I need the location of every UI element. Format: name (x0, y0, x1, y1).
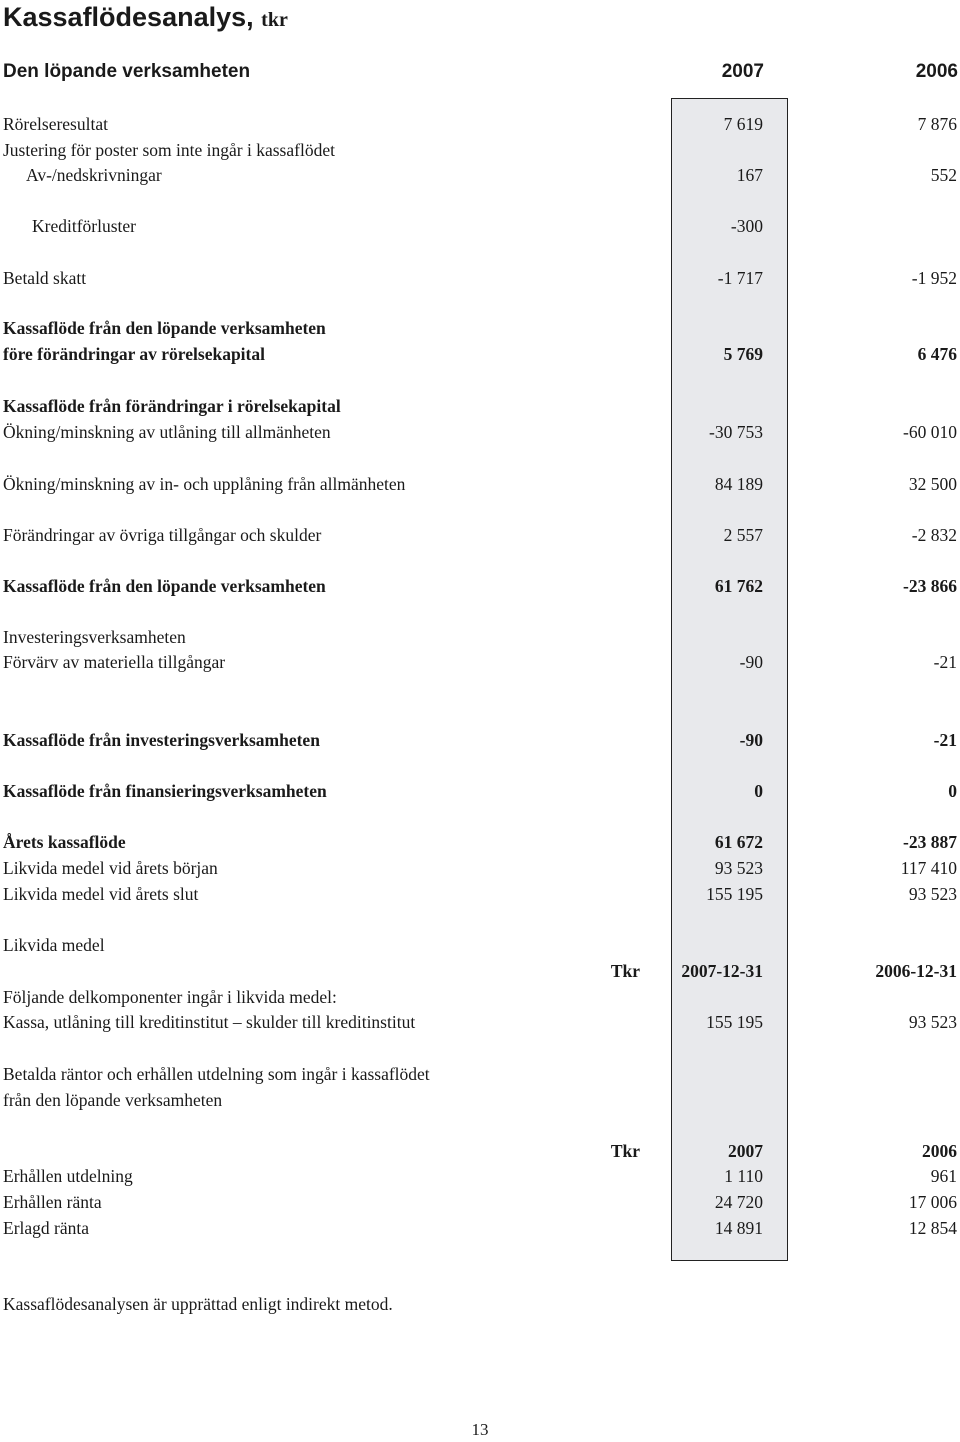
value-2006: 12 854 (908, 1218, 957, 1238)
value-2007: 155 195 (706, 1012, 763, 1032)
value-2006: 17 006 (908, 1192, 957, 1212)
value-2006: 552 (930, 165, 957, 185)
row-label: Erlagd ränta (3, 1218, 89, 1238)
page-title (3, 0, 288, 37)
row-label: Kassaflöde från finansieringsverksamheten (3, 781, 327, 801)
table-row (0, 1010, 960, 1035)
column-header-2006: 2006 (915, 61, 958, 82)
row-label: Följande delkomponenter ingår i likvida medel: (3, 987, 337, 1007)
table-row (0, 316, 960, 341)
value-2007: 0 (754, 781, 763, 801)
column-header-2007: 2007 (721, 61, 764, 82)
value-2006: 0 (948, 781, 957, 801)
value-2006: 6 476 (917, 344, 957, 364)
table-row (0, 830, 960, 855)
value-2007: 155 195 (706, 884, 763, 904)
row-label: Ökning/minskning av utlåning till allmänheten (3, 422, 331, 442)
value-2006: -2 832 (911, 525, 957, 545)
table-row (0, 420, 960, 445)
table-row (0, 472, 960, 497)
row-label: från den löpande verksamheten (3, 1090, 223, 1110)
value-2006: -60 010 (903, 422, 957, 442)
row-label: Investeringsverksamheten (3, 627, 186, 647)
footnote: Kassaflödesanalysen är upprättad enligt indirekt metod. (3, 1294, 393, 1314)
table-row (0, 1062, 960, 1087)
row-label: Kreditförluster (32, 216, 136, 236)
table-row (0, 933, 960, 958)
table-row (0, 523, 960, 548)
table-row (0, 342, 960, 367)
row-label: Förändringar av övriga tillgångar och skulder (3, 525, 322, 545)
value-2007: 61 672 (714, 832, 763, 852)
row-label: Betald skatt (3, 268, 87, 288)
table-row (0, 394, 960, 419)
table-row (0, 959, 960, 984)
table-row (0, 728, 960, 753)
row-label: Likvida medel (3, 935, 105, 955)
row-label: Förvärv av materiella tillgångar (3, 652, 226, 672)
row-label: Årets kassaflöde (3, 832, 126, 852)
value-2007: 93 523 (714, 858, 763, 878)
row-label: Ökning/minskning av in- och upplåning från allmänheten (3, 474, 406, 494)
value-2006: -23 866 (903, 576, 957, 596)
value-2007: 2007 (728, 1141, 763, 1161)
value-2006: 7 876 (917, 114, 957, 134)
value-2006: -23 887 (903, 832, 957, 852)
table-row (0, 1088, 960, 1113)
title-main: Kassaflödesanalys, (3, 2, 254, 32)
value-2007: 5 769 (723, 344, 763, 364)
value-2006: 32 500 (908, 474, 957, 494)
value-2006: 2006 (922, 1141, 957, 1161)
value-2007: -300 (730, 216, 763, 236)
row-label: Kassaflöde från investeringsverksamheten (3, 730, 320, 750)
table-row (0, 163, 960, 188)
value-2007: 2 557 (723, 525, 763, 545)
table-row (0, 1216, 960, 1241)
row-label: Av-/nedskrivningar (26, 165, 162, 185)
value-2007: 2007-12-31 (681, 961, 763, 981)
table-row (0, 625, 960, 650)
unit-label: Tkr (610, 1141, 640, 1161)
row-label: Likvida medel vid årets slut (3, 884, 199, 904)
value-2006: -21 (933, 652, 957, 672)
table-row (0, 138, 960, 163)
table-row (0, 856, 960, 881)
table-row (0, 1190, 960, 1215)
row-label: Betalda räntor och erhållen utdelning som ingår i kassaflödet (3, 1064, 430, 1084)
value-2006: 117 410 (900, 858, 957, 878)
section-header-label: Den löpande verksamheten (3, 61, 251, 82)
row-label: Kassaflöde från den löpande verksamheten (3, 318, 326, 338)
table-row (0, 214, 960, 239)
value-2007: 61 762 (714, 576, 763, 596)
unit-label: Tkr (610, 961, 640, 981)
value-2006: 2006-12-31 (875, 961, 957, 981)
title-unit: tkr (261, 9, 288, 31)
value-2007: 14 891 (714, 1218, 763, 1238)
row-label: Justering för poster som inte ingår i kassaflödet (3, 140, 335, 160)
value-2007: -90 (739, 730, 763, 750)
value-2007: 167 (736, 165, 763, 185)
table-row (0, 266, 960, 291)
value-2007: -90 (739, 652, 763, 672)
value-2007: -30 753 (709, 422, 763, 442)
page-number: 13 (471, 1420, 489, 1439)
row-label: Erhållen utdelning (3, 1166, 133, 1186)
value-2006: 93 523 (908, 884, 957, 904)
row-label: före förändringar av rörelsekapital (3, 344, 265, 364)
row-label: Rörelseresultat (3, 114, 108, 134)
row-label: Kassaflöde från den löpande verksamheten (3, 576, 326, 596)
value-2006: 93 523 (908, 1012, 957, 1032)
value-2006: -1 952 (911, 268, 957, 288)
table-row (0, 574, 960, 599)
table-row (0, 882, 960, 907)
row-label: Erhållen ränta (3, 1192, 102, 1212)
table-row (0, 985, 960, 1010)
value-2007: 84 189 (714, 474, 763, 494)
row-label: Kassaflöde från förändringar i rörelsekapital (3, 396, 341, 416)
section-header (3, 58, 958, 86)
table-row (0, 112, 960, 137)
value-2007: -1 717 (717, 268, 763, 288)
value-2007: 1 110 (724, 1166, 763, 1186)
row-label: Likvida medel vid årets början (3, 858, 218, 878)
value-2007: 24 720 (714, 1192, 763, 1212)
table-row (0, 779, 960, 804)
value-2007: 7 619 (723, 114, 763, 134)
table-row (0, 1164, 960, 1189)
value-2006: 961 (930, 1166, 957, 1186)
value-2006: -21 (933, 730, 957, 750)
row-label: Kassa, utlåning till kreditinstitut – skulder till kreditinstitut (3, 1012, 416, 1032)
table-row (0, 650, 960, 675)
table-row (0, 1139, 960, 1164)
